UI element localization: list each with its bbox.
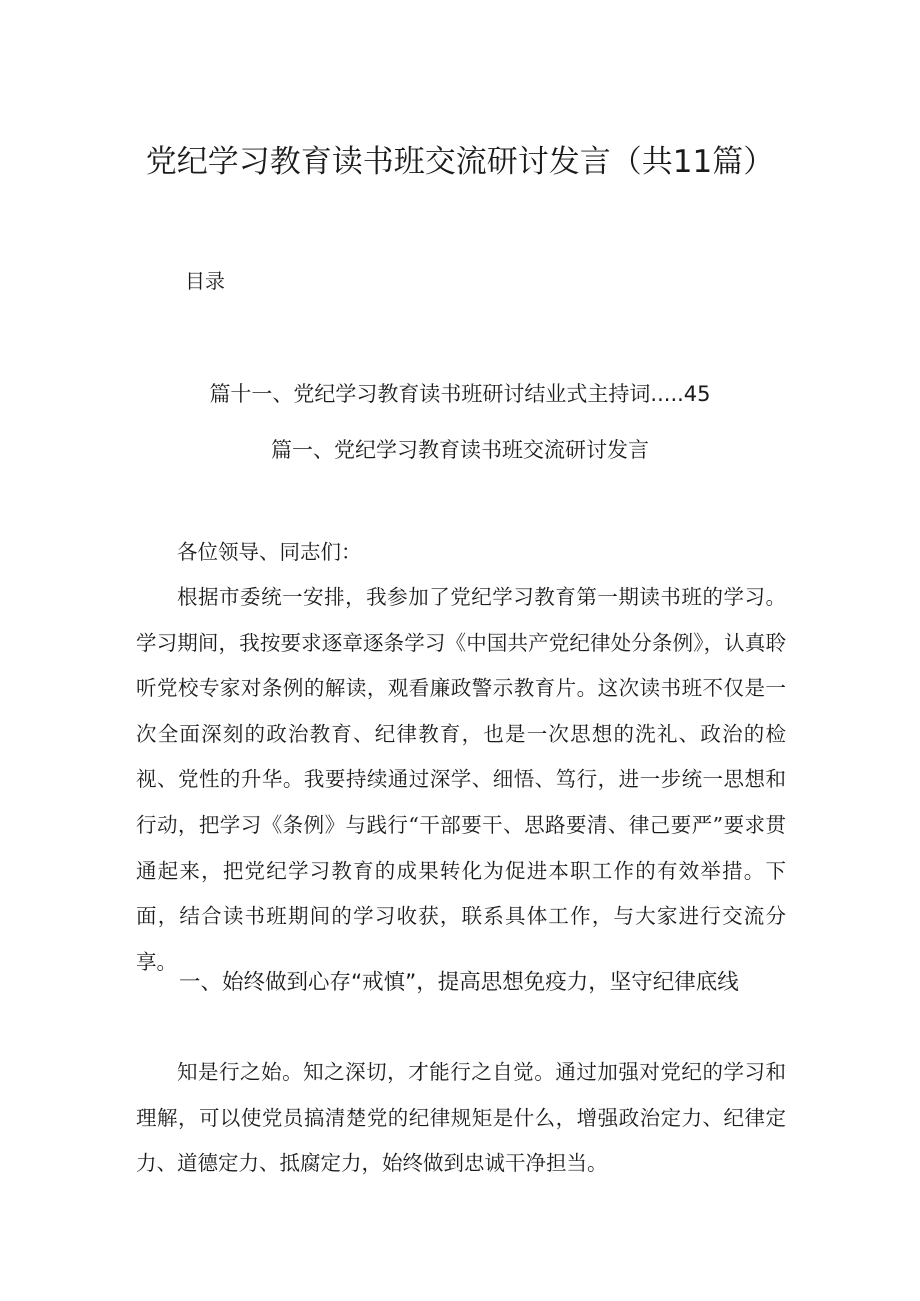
- salutation: 各位领导、同志们：: [177, 540, 362, 564]
- document-title: 党纪学习教育读书班交流研讨发言（共11篇）: [145, 144, 775, 180]
- chapter-title: 篇一、党纪学习教育读书班交流研讨发言: [271, 438, 649, 462]
- section-heading: 一、始终做到心存“戒慎”，提高思想免疫力，坚守纪律底线: [179, 970, 739, 995]
- toc-heading: 目录: [185, 269, 225, 293]
- body-paragraph: 根据市委统一安排，我参加了党纪学习教育第一期读书班的学习。学习期间，我按要求逐章逐条学习《中国共产党纪律处分条例》，认真聆听党校专家对条例的解读，观看廉政警示教育片。这次读书班不仅是一次全面深刻的政治教育、纪律教育，也是一次思想的洗礼、政治的检视、党性的升华。我要持续通过深学、细悟、笃行，进一步统一思想和行动，把学习《条例》与践行“干部要干、思路要清、律己要严”要求贯通起来，把党纪学习教育的成果转化为促进本职工作的有效举措。下面，结合读书班期间的学习收获，联系具体工作，与大家进行交流分享。: [136, 585, 786, 974]
- body-paragraph: 知是行之始。知之深切，才能行之自觉。通过加强对党纪的学习和理解，可以使党员搞清楚党的纪律规矩是什么，增强政治定力、纪律定力、道德定力、抵腐定力，始终做到忠诚干净担当。: [136, 1060, 786, 1176]
- toc-item[interactable]: 篇十一、党纪学习教育读书班研讨结业式主持词.....45: [209, 382, 711, 406]
